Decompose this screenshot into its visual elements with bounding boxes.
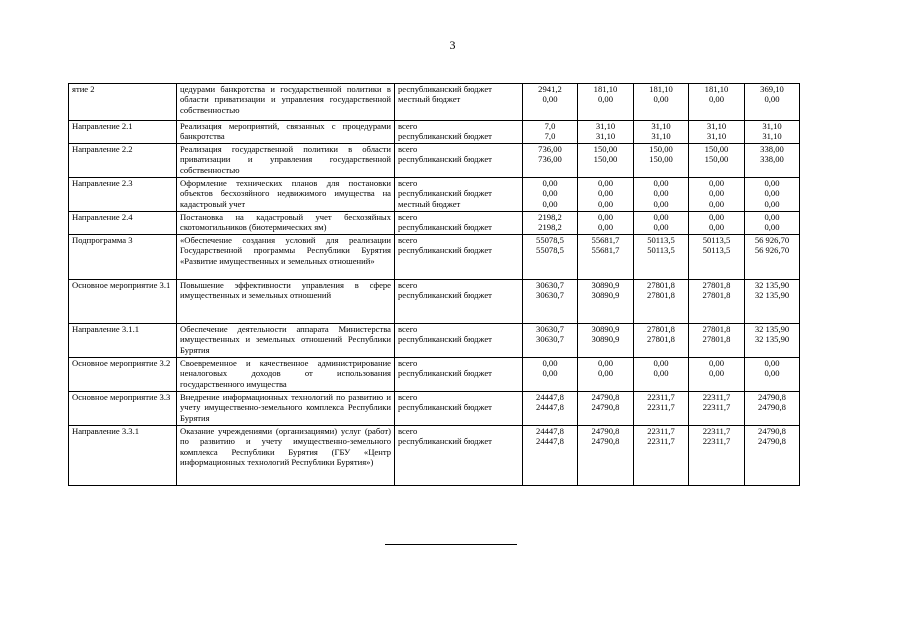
funding-source: республиканский бюджет <box>398 368 492 379</box>
program-item-description: Внедрение информационных технологий по развитию и учету имущественно-земельного комплекса Республики Бурятия <box>177 392 395 426</box>
amount-cell <box>634 212 689 235</box>
program-item-name: Основное мероприятие 3.3 <box>69 392 177 426</box>
amount-value: 55681,7 <box>591 245 620 256</box>
amount-cell <box>523 121 578 144</box>
amount-value: 0,00 <box>764 212 780 222</box>
amount-value: 0,00 <box>653 368 669 379</box>
funding-source: всего <box>398 212 418 222</box>
amount-cell <box>634 235 689 280</box>
funding-source-cell <box>395 121 523 144</box>
program-item-name: Направление 2.2 <box>69 144 177 178</box>
amount-cell <box>634 324 689 358</box>
program-item-description: Оформление технических планов для постановки объектов бесхозяйного недвижимого имущества на кадастровый учет <box>177 178 395 212</box>
amount-value: 0,00 <box>764 188 780 199</box>
table-row <box>69 84 800 121</box>
amount-value: 150,00 <box>704 144 729 154</box>
amount-value: 0,00 <box>653 188 669 199</box>
funding-source-cell <box>395 212 523 235</box>
amount-value: 24790,8 <box>758 392 786 402</box>
amount-value: 22311,7 <box>647 392 675 402</box>
amount-value: 150,00 <box>649 144 673 154</box>
amount-value: 736,00 <box>538 144 562 154</box>
amount-value: 24447,8 <box>536 402 564 413</box>
amount-value: 31,10 <box>762 121 782 131</box>
program-item-description: Постановка на кадастровый учет бесхозяйных скотомогильников (биотермических ям) <box>177 212 395 235</box>
amount-value: 0,00 <box>764 368 780 379</box>
amount-value: 27801,8 <box>702 324 731 334</box>
table-row <box>69 121 800 144</box>
amount-value: 32 135,90 <box>754 324 790 334</box>
program-item-name: Направление 3.1.1 <box>69 324 177 358</box>
amount-cell <box>578 212 634 235</box>
amount-value: 24790,8 <box>591 426 620 436</box>
amount-cell <box>523 178 578 212</box>
amount-value: 27801,8 <box>702 334 731 345</box>
program-item-description: Реализация государственной политики в области приватизации и управления государственной собственностью <box>177 144 395 178</box>
amount-value: 22311,7 <box>647 426 675 436</box>
table-row <box>69 212 800 235</box>
table-row <box>69 324 800 358</box>
table-row <box>69 235 800 280</box>
funding-source-cell <box>395 392 523 426</box>
funding-source-cell <box>395 235 523 280</box>
amount-cell <box>689 324 745 358</box>
amount-cell <box>578 121 634 144</box>
amount-value: 30890,9 <box>591 290 620 301</box>
funding-source: всего <box>398 324 418 334</box>
amount-value: 30630,7 <box>536 280 564 290</box>
amount-cell <box>523 280 578 324</box>
amount-cell <box>689 426 745 486</box>
amount-value: 27801,8 <box>647 334 675 345</box>
amount-value: 31,10 <box>651 131 671 142</box>
funding-source: республиканский бюджет <box>398 84 492 94</box>
amount-value: 7,0 <box>544 131 556 142</box>
amount-cell <box>745 235 800 280</box>
funding-source-cell <box>395 280 523 324</box>
amount-cell <box>745 280 800 324</box>
amount-value: 0,00 <box>597 358 614 368</box>
amount-cell <box>578 84 634 121</box>
funding-source: всего <box>398 358 418 368</box>
amount-value: 24790,8 <box>758 436 786 447</box>
amount-cell <box>745 121 800 144</box>
funding-source: всего <box>398 280 418 290</box>
program-item-name: Основное мероприятие 3.1 <box>69 280 177 324</box>
amount-value: 50113,5 <box>647 245 675 256</box>
table-row <box>69 178 800 212</box>
amount-value: 50113,5 <box>647 235 675 245</box>
funding-source: республиканский бюджет <box>398 334 492 345</box>
amount-cell <box>634 358 689 392</box>
program-item-description: «Обеспечение создания условий для реализации Государственной программы Республики Бурятия «Развитие имущественных и земельных отношений» <box>177 235 395 280</box>
amount-value: 0,00 <box>708 178 725 188</box>
amount-value: 50113,5 <box>702 235 731 245</box>
footer-divider <box>385 544 517 545</box>
amount-value: 22311,7 <box>702 392 731 402</box>
amount-value: 0,00 <box>764 198 780 209</box>
amount-value: 22311,7 <box>702 436 731 447</box>
amount-cell <box>689 144 745 178</box>
amount-value: 31,10 <box>595 121 616 131</box>
amount-value: 0,00 <box>542 358 558 368</box>
funding-source-cell <box>395 324 523 358</box>
program-item-name: Подпрограмма 3 <box>69 235 177 280</box>
amount-value: 27801,8 <box>647 324 675 334</box>
amount-cell <box>578 392 634 426</box>
amount-cell <box>745 144 800 178</box>
funding-source: республиканский бюджет <box>398 131 492 142</box>
amount-cell <box>523 84 578 121</box>
amount-value: 0,00 <box>708 188 725 199</box>
amount-cell <box>578 324 634 358</box>
funding-source: республиканский бюджет <box>398 222 492 233</box>
amount-cell <box>745 392 800 426</box>
funding-source: местный бюджет <box>398 198 461 209</box>
amount-value: 55681,7 <box>591 235 620 245</box>
amount-cell <box>689 235 745 280</box>
table-row <box>69 144 800 178</box>
amount-cell <box>523 324 578 358</box>
amount-value: 0,00 <box>764 94 780 105</box>
amount-cell <box>523 358 578 392</box>
amount-value: 31,10 <box>706 121 727 131</box>
amount-cell <box>745 358 800 392</box>
amount-value: 31,10 <box>595 131 616 142</box>
amount-cell <box>689 280 745 324</box>
table-row <box>69 426 800 486</box>
table-row <box>69 358 800 392</box>
amount-cell <box>634 84 689 121</box>
funding-source: всего <box>398 392 418 402</box>
amount-value: 2198,2 <box>538 222 562 233</box>
funding-source: всего <box>398 235 418 245</box>
amount-value: 24790,8 <box>758 402 786 413</box>
amount-value: 22311,7 <box>647 402 675 413</box>
amount-value: 2198,2 <box>538 212 562 222</box>
amount-cell <box>634 121 689 144</box>
amount-value: 7,0 <box>544 121 556 131</box>
page-number: 3 <box>449 38 456 52</box>
amount-value: 736,00 <box>538 154 562 165</box>
amount-value: 56 926,70 <box>754 235 790 245</box>
amount-value: 0,00 <box>542 94 558 105</box>
amount-value: 181,10 <box>593 84 618 94</box>
amount-value: 24447,8 <box>536 436 564 447</box>
amount-value: 30630,7 <box>536 290 564 301</box>
funding-source: республиканский бюджет <box>398 436 492 447</box>
amount-cell <box>578 235 634 280</box>
amount-value: 2941,2 <box>538 84 562 94</box>
amount-value: 32 135,90 <box>754 280 790 290</box>
amount-cell <box>634 392 689 426</box>
amount-value: 0,00 <box>653 358 669 368</box>
program-item-description: Оказание учреждениями (организациями) услуг (работ) по развитию и учету имущественно-земельного комплекса Республики Бурятия (ГБУ «Центр информационных технологий Республики Бурятия») <box>177 426 395 486</box>
amount-value: 0,00 <box>708 222 725 233</box>
amount-cell <box>523 392 578 426</box>
amount-value: 0,00 <box>764 222 780 233</box>
amount-cell <box>745 426 800 486</box>
amount-cell <box>745 178 800 212</box>
amount-cell <box>689 121 745 144</box>
amount-value: 150,00 <box>704 154 729 165</box>
program-item-name: Направление 2.3 <box>69 178 177 212</box>
amount-value: 0,00 <box>597 222 614 233</box>
amount-value: 24447,8 <box>536 392 564 402</box>
funding-source: республиканский бюджет <box>398 290 492 301</box>
amount-value: 31,10 <box>762 131 782 142</box>
amount-value: 24790,8 <box>591 436 620 447</box>
budget-table <box>68 83 800 486</box>
amount-cell <box>578 426 634 486</box>
amount-value: 30630,7 <box>536 324 564 334</box>
amount-cell <box>634 280 689 324</box>
amount-value: 31,10 <box>651 121 671 131</box>
program-item-description: цедурами банкротства и государственной политики в области приватизации и управления государственной собственностью <box>177 84 395 121</box>
funding-source: всего <box>398 144 418 154</box>
funding-source: всего <box>398 426 418 436</box>
amount-value: 27801,8 <box>647 290 675 301</box>
amount-cell <box>634 426 689 486</box>
amount-value: 0,00 <box>542 178 558 188</box>
amount-value: 181,10 <box>704 84 729 94</box>
amount-value: 32 135,90 <box>754 290 790 301</box>
funding-source-cell <box>395 144 523 178</box>
amount-value: 22311,7 <box>647 436 675 447</box>
amount-value: 0,00 <box>542 188 558 199</box>
amount-value: 24447,8 <box>536 426 564 436</box>
amount-value: 0,00 <box>597 178 614 188</box>
amount-value: 30890,9 <box>591 324 620 334</box>
amount-value: 0,00 <box>597 198 614 209</box>
amount-value: 30890,9 <box>591 334 620 345</box>
amount-value: 30630,7 <box>536 334 564 345</box>
funding-source: местный бюджет <box>398 94 461 105</box>
amount-value: 55078,5 <box>536 235 564 245</box>
program-item-name: Основное мероприятие 3.2 <box>69 358 177 392</box>
amount-value: 150,00 <box>649 154 673 165</box>
amount-value: 0,00 <box>597 212 614 222</box>
amount-value: 0,00 <box>764 358 780 368</box>
amount-value: 0,00 <box>653 94 669 105</box>
amount-value: 22311,7 <box>702 426 731 436</box>
funding-source-cell <box>395 84 523 121</box>
amount-cell <box>634 144 689 178</box>
program-item-name: Направление 2.1 <box>69 121 177 144</box>
amount-value: 27801,8 <box>647 280 675 290</box>
amount-value: 0,00 <box>597 188 614 199</box>
amount-value: 0,00 <box>708 94 725 105</box>
amount-cell <box>689 178 745 212</box>
amount-cell <box>578 144 634 178</box>
funding-source-cell <box>395 426 523 486</box>
table-row <box>69 392 800 426</box>
amount-value: 0,00 <box>597 94 614 105</box>
amount-cell <box>745 212 800 235</box>
funding-source: республиканский бюджет <box>398 245 492 256</box>
funding-source-cell <box>395 178 523 212</box>
amount-value: 181,10 <box>649 84 673 94</box>
amount-cell <box>523 235 578 280</box>
program-item-description: Повышение эффективности управления в сфере имущественных и земельных отношений <box>177 280 395 324</box>
amount-value: 0,00 <box>764 178 780 188</box>
amount-value: 0,00 <box>653 222 669 233</box>
program-item-description: Реализация мероприятий, связанных с процедурами банкротства <box>177 121 395 144</box>
amount-value: 0,00 <box>542 198 558 209</box>
amount-value: 32 135,90 <box>754 334 790 345</box>
amount-value: 0,00 <box>653 178 669 188</box>
program-item-name: Направление 2.4 <box>69 212 177 235</box>
amount-value: 0,00 <box>708 212 725 222</box>
amount-value: 27801,8 <box>702 280 731 290</box>
amount-value: 24790,8 <box>591 392 620 402</box>
amount-cell <box>745 324 800 358</box>
amount-value: 22311,7 <box>702 402 731 413</box>
amount-cell <box>689 84 745 121</box>
amount-value: 150,00 <box>593 144 618 154</box>
funding-source: республиканский бюджет <box>398 154 492 165</box>
amount-cell <box>578 280 634 324</box>
amount-value: 27801,8 <box>702 290 731 301</box>
amount-cell <box>689 392 745 426</box>
amount-value: 50113,5 <box>702 245 731 256</box>
amount-value: 31,10 <box>706 131 727 142</box>
program-item-name: ятие 2 <box>69 84 177 121</box>
amount-value: 55078,5 <box>536 245 564 256</box>
amount-value: 0,00 <box>542 368 558 379</box>
amount-value: 56 926,70 <box>754 245 790 256</box>
amount-cell <box>578 178 634 212</box>
amount-cell <box>578 358 634 392</box>
program-item-description: Обеспечение деятельности аппарата Министерства имущественных и земельных отношений Республики Бурятия <box>177 324 395 358</box>
amount-cell <box>689 358 745 392</box>
amount-value: 338,00 <box>760 154 784 165</box>
amount-cell <box>523 212 578 235</box>
funding-source: всего <box>398 121 418 131</box>
amount-value: 0,00 <box>653 198 669 209</box>
program-item-name: Направление 3.3.1 <box>69 426 177 486</box>
amount-cell <box>634 178 689 212</box>
amount-value: 150,00 <box>593 154 618 165</box>
program-item-description: Своевременное и качественное администрирование неналоговых доходов от использования государственного имущества <box>177 358 395 392</box>
amount-value: 0,00 <box>708 198 725 209</box>
amount-value: 24790,8 <box>591 402 620 413</box>
funding-source: республиканский бюджет <box>398 188 492 199</box>
amount-cell <box>689 212 745 235</box>
amount-value: 369,10 <box>760 84 784 94</box>
amount-value: 0,00 <box>708 368 725 379</box>
table-row <box>69 280 800 324</box>
amount-value: 338,00 <box>760 144 784 154</box>
funding-source: всего <box>398 178 418 188</box>
amount-cell <box>523 144 578 178</box>
amount-value: 0,00 <box>653 212 669 222</box>
amount-cell <box>745 84 800 121</box>
amount-value: 24790,8 <box>758 426 786 436</box>
amount-cell <box>523 426 578 486</box>
amount-value: 0,00 <box>708 358 725 368</box>
funding-source: республиканский бюджет <box>398 402 492 413</box>
amount-value: 0,00 <box>597 368 614 379</box>
funding-source-cell <box>395 358 523 392</box>
amount-value: 30890,9 <box>591 280 620 290</box>
